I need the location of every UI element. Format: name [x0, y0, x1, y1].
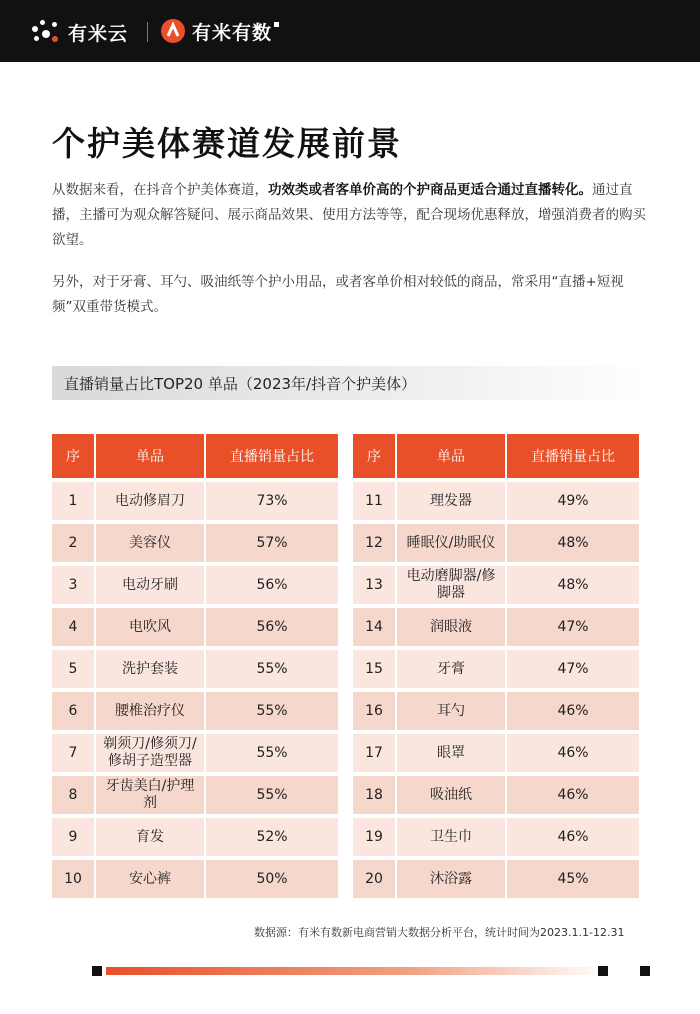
share-cell: 55% — [206, 776, 338, 814]
table-row — [52, 524, 338, 562]
table-row — [353, 524, 639, 562]
table-row — [353, 692, 639, 730]
product-cell: 耳勺 — [397, 692, 507, 730]
section-header — [52, 366, 648, 400]
intro-text-1: 从数据来看，在抖音个护美体赛道， — [52, 182, 268, 198]
rank-cell: 13 — [353, 566, 397, 604]
table-row — [353, 608, 639, 646]
table-row — [353, 860, 639, 898]
rank-cell: 14 — [353, 608, 397, 646]
share-cell: 48% — [507, 524, 639, 562]
header-product: 单品 — [96, 434, 206, 478]
product-cell: 腰椎治疗仪 — [96, 692, 206, 730]
dots-logo-icon — [30, 18, 62, 46]
product-cell: 眼罩 — [397, 734, 507, 772]
page-title: 个护美体赛道发展前景 — [52, 124, 402, 163]
table-row — [353, 566, 639, 604]
product-cell: 牙膏 — [397, 650, 507, 688]
youmi-data-logo-icon — [160, 18, 186, 44]
share-cell: 46% — [507, 734, 639, 772]
product-cell: 电动磨脚器/修脚器 — [397, 566, 507, 604]
share-cell: 55% — [206, 734, 338, 772]
footer-square-right — [640, 966, 650, 976]
share-cell: 57% — [206, 524, 338, 562]
table-row — [52, 860, 338, 898]
rank-cell: 16 — [353, 692, 397, 730]
table-header-row — [353, 434, 639, 478]
share-cell: 47% — [507, 650, 639, 688]
product-cell: 牙齿美白/护理剂 — [96, 776, 206, 814]
product-cell: 电吹风 — [96, 608, 206, 646]
table-row — [52, 692, 338, 730]
footer-decoration — [92, 966, 650, 976]
table-row — [52, 482, 338, 520]
product-cell: 美容仪 — [96, 524, 206, 562]
rank-cell: 1 — [52, 482, 96, 520]
data-source-note: 数据源：有米有数新电商营销大数据分析平台，统计时间为2023.1.1-12.31 — [254, 926, 625, 939]
footer-gradient-bar — [106, 967, 606, 975]
footer-square-mid — [598, 966, 608, 976]
table-row — [353, 818, 639, 856]
rank-cell: 10 — [52, 860, 96, 898]
rank-cell: 11 — [353, 482, 397, 520]
header-share: 直播销量占比 — [507, 434, 639, 478]
logo-left-text: 有米云 — [68, 22, 129, 45]
header-rank: 序 — [353, 434, 397, 478]
product-cell: 剃须刀/修须刀/修胡子造型器 — [96, 734, 206, 772]
section-title: 直播销量占比TOP20 单品（2023年/抖音个护美体） — [64, 375, 417, 393]
table-header-row — [52, 434, 338, 478]
product-cell: 电动修眉刀 — [96, 482, 206, 520]
header-product: 单品 — [397, 434, 507, 478]
share-cell: 73% — [206, 482, 338, 520]
header-rank: 序 — [52, 434, 96, 478]
product-cell: 安心裤 — [96, 860, 206, 898]
share-cell: 46% — [507, 818, 639, 856]
share-cell: 47% — [507, 608, 639, 646]
product-cell: 电动牙刷 — [96, 566, 206, 604]
table-row — [353, 482, 639, 520]
product-cell: 育发 — [96, 818, 206, 856]
rank-cell: 5 — [52, 650, 96, 688]
rank-cell: 3 — [52, 566, 96, 604]
product-cell: 吸油纸 — [397, 776, 507, 814]
table-row — [52, 608, 338, 646]
rank-cell: 17 — [353, 734, 397, 772]
table-row — [52, 734, 338, 772]
intro-paragraph — [52, 178, 652, 253]
header-share: 直播销量占比 — [206, 434, 338, 478]
youmi-data-logo — [160, 16, 279, 46]
footer-square-left — [92, 966, 102, 976]
share-cell: 49% — [507, 482, 639, 520]
rank-cell: 15 — [353, 650, 397, 688]
table-row — [353, 734, 639, 772]
rank-cell: 12 — [353, 524, 397, 562]
product-cell: 卫生巾 — [397, 818, 507, 856]
logo-divider — [147, 22, 148, 42]
share-cell: 56% — [206, 608, 338, 646]
table-row — [52, 566, 338, 604]
product-cell: 润眼液 — [397, 608, 507, 646]
product-cell: 洗护套装 — [96, 650, 206, 688]
intro-bold-text: 功效类或者客单价高的个护商品更适合通过直播转化。 — [268, 182, 592, 198]
rank-cell: 2 — [52, 524, 96, 562]
share-cell: 55% — [206, 650, 338, 688]
share-cell: 46% — [507, 776, 639, 814]
share-cell: 45% — [507, 860, 639, 898]
logo-right-text: 有米有数 — [192, 21, 273, 44]
rank-cell: 6 — [52, 692, 96, 730]
rank-cell: 9 — [52, 818, 96, 856]
rank-cell: 18 — [353, 776, 397, 814]
rank-cell: 20 — [353, 860, 397, 898]
share-cell: 55% — [206, 692, 338, 730]
youmi-cloud-logo — [30, 18, 128, 46]
rank-cell: 8 — [52, 776, 96, 814]
share-cell: 46% — [507, 692, 639, 730]
product-cell: 沐浴露 — [397, 860, 507, 898]
second-paragraph: 另外，对于牙膏、耳勺、吸油纸等个护小用品，或者客单价相对较低的商品，常采用“直播+短视频”双重带货模式。 — [52, 274, 624, 315]
table-row — [353, 776, 639, 814]
top-bar — [0, 0, 700, 62]
product-cell: 睡眠仪/助眠仪 — [397, 524, 507, 562]
logo-square-mark — [274, 22, 279, 27]
rank-cell: 4 — [52, 608, 96, 646]
table-row — [52, 650, 338, 688]
table-row — [353, 650, 639, 688]
product-cell: 理发器 — [397, 482, 507, 520]
ranking-table-right — [353, 430, 639, 902]
share-cell: 48% — [507, 566, 639, 604]
ranking-table-left — [52, 430, 338, 902]
table-row — [52, 818, 338, 856]
share-cell: 56% — [206, 566, 338, 604]
rank-cell: 7 — [52, 734, 96, 772]
share-cell: 50% — [206, 860, 338, 898]
share-cell: 52% — [206, 818, 338, 856]
table-row — [52, 776, 338, 814]
rank-cell: 19 — [353, 818, 397, 856]
intro-text-2: 通过直播，主播可为观众解答疑问、展示商品效果、使用方法等等，配合现场优惠释放，增强消费者的购买欲望。 — [52, 182, 646, 248]
